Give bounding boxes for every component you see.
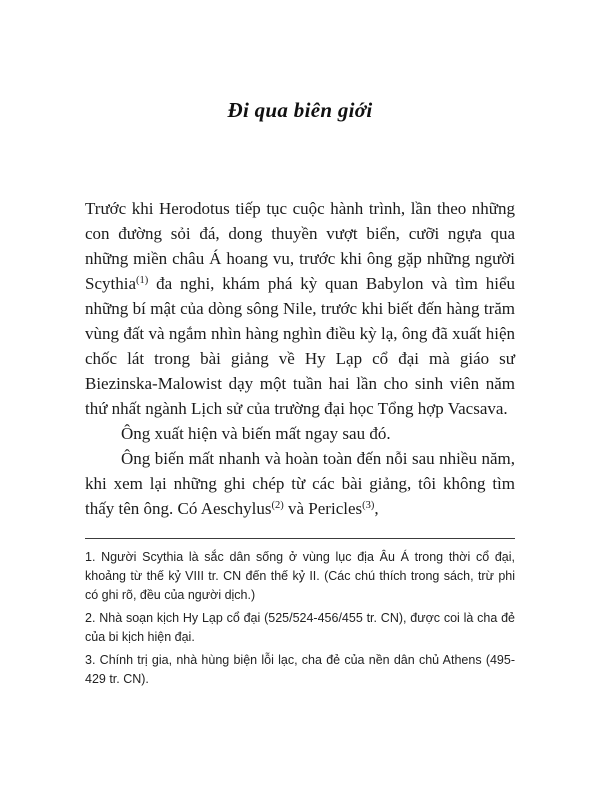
paragraph-3 <box>85 446 515 521</box>
footnote-3: 3. Chính trị gia, nhà hùng biện lỗi lạc, cha đẻ của nền dân chủ Athens (495-429 tr. CN). <box>85 653 515 686</box>
paragraph-1 <box>85 196 515 421</box>
paragraph-2-text: Ông xuất hiện và biến mất ngay sau đó. <box>121 424 391 443</box>
paragraph-2 <box>85 421 515 446</box>
footnotes-section <box>85 539 515 689</box>
footnote-ref-1: (1) <box>136 275 149 286</box>
body-text <box>85 196 515 521</box>
footnote-ref-2: (2) <box>271 500 284 511</box>
footnote-2: 2. Nhà soạn kịch Hy Lạp cổ đại (525/524-456/455 tr. CN), được coi là cha đẻ của bi kịch hiện đại. <box>85 611 515 644</box>
paragraph-1-text: đa nghi, khám phá kỳ quan Babylon và tìm hiểu những bí mật của dòng sông Nile, trước khi biết đến hàng trăm vùng đất và ngắm nhìn hàng nghìn điều kỳ lạ, ông đã xuất hiện chốc lát trong bài giảng về Hy Lạp cổ đại mà giáo sư Biezinska-Malowist dạy một tuần hai lần cho sinh viên năm thứ nhất ngành Lịch sử của trường đại học Tổng hợp Vacsava. <box>85 274 515 418</box>
footnote-ref-3: (3) <box>362 500 375 511</box>
chapter-title: Đi qua biên giới <box>227 98 373 122</box>
paragraph-1-text: Trước khi Herodotus tiếp tục cuộc hành trình, lần theo những con đường sỏi đá, dong thuyền vượt biển, cưỡi ngựa qua những miền châu Á hoang vu, trước khi ông gặp những người Scythia <box>85 199 515 293</box>
footnote-1: 1. Người Scythia là sắc dân sống ở vùng lục địa Âu Á trong thời cổ đại, khoảng từ thế kỷ VIII tr. CN đến thế kỷ II. (Các chú thích trong sách, trừ phi có ghi rõ, đều của người dịch.) <box>85 550 515 602</box>
paragraph-3-text: , <box>374 499 379 518</box>
paragraph-3-text: và Pericles <box>283 499 363 518</box>
paragraph-3-text: Ông biến mất nhanh và hoàn toàn đến nỗi sau nhiều năm, khi xem lại những ghi chép từ các bài giảng, tôi không tìm thấy tên ông. Có Aeschylus <box>85 449 515 518</box>
